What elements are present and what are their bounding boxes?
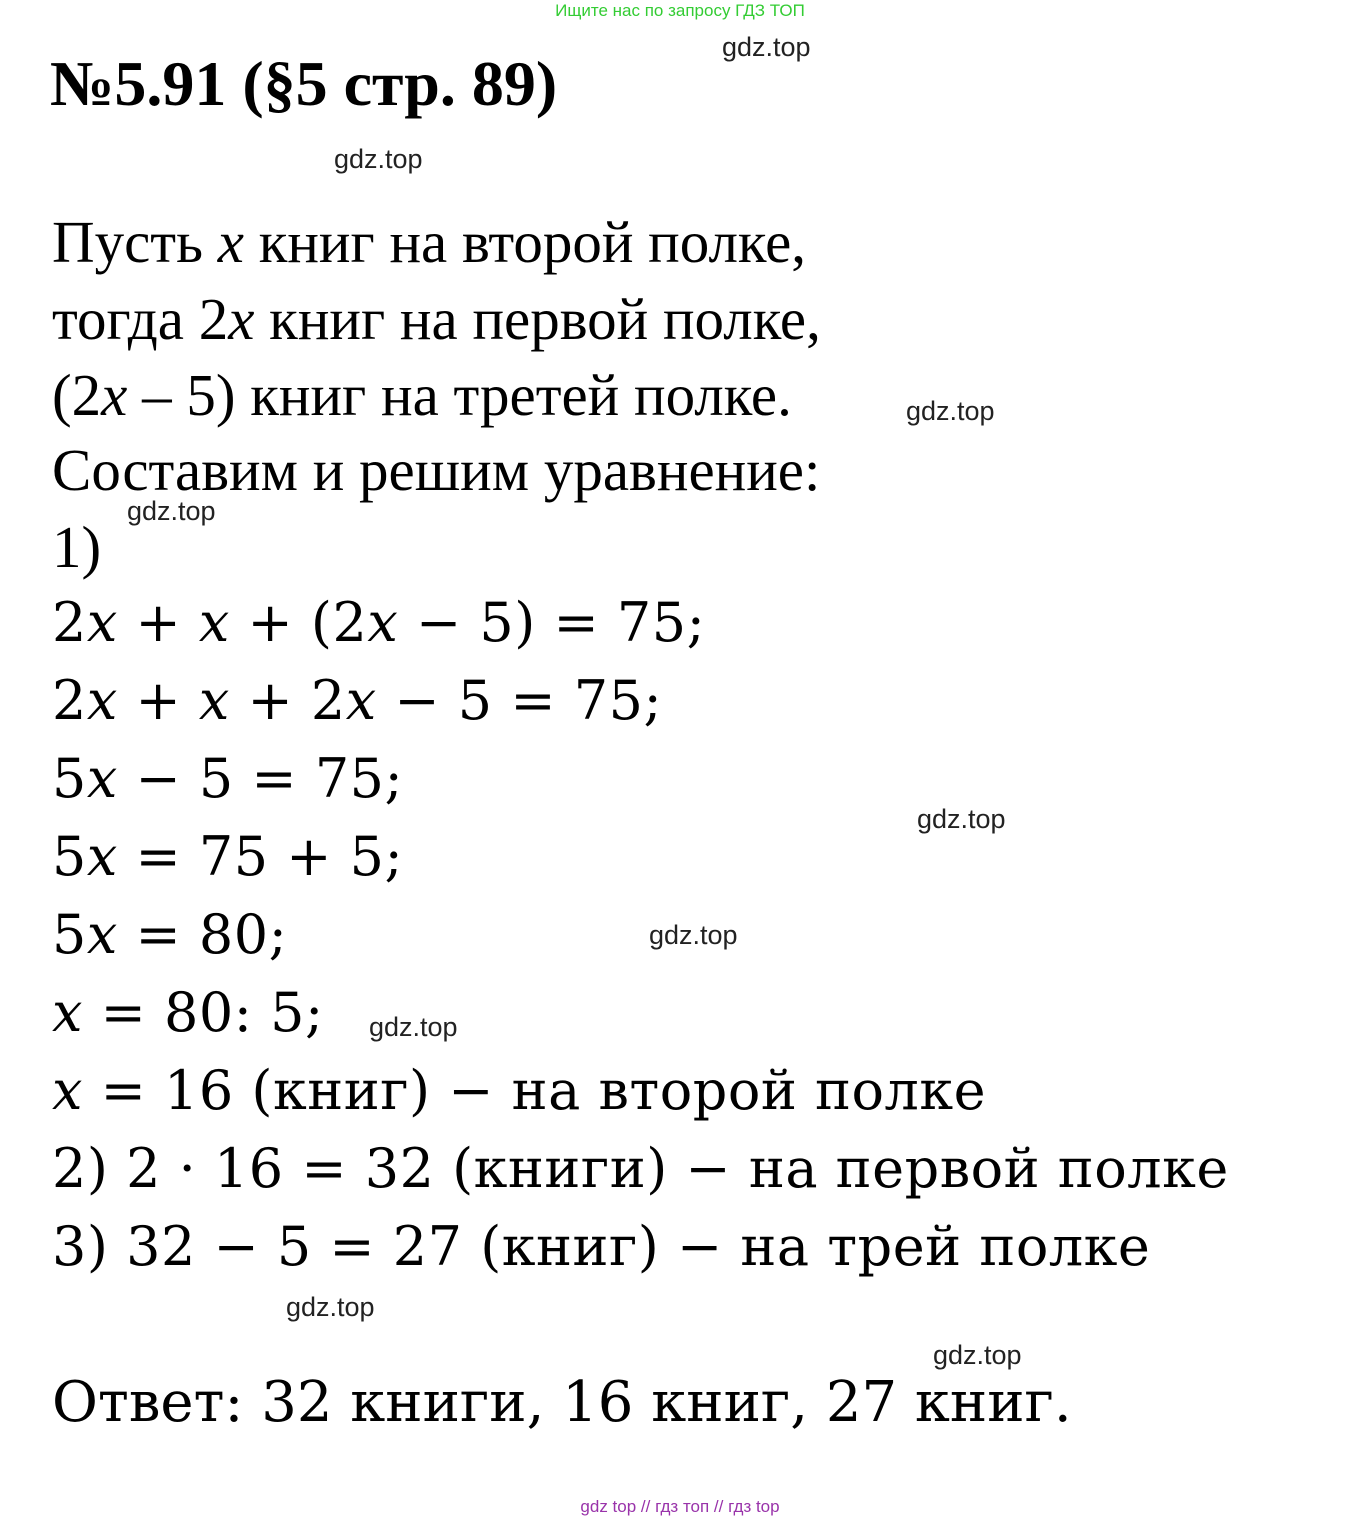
watermark: gdz.top: [334, 144, 423, 174]
watermark: gdz.top: [933, 1340, 1022, 1370]
equation-line: 2𝑥 + 𝑥 + 2𝑥 − 5 = 75;: [52, 669, 663, 732]
watermark: gdz.top: [127, 496, 216, 526]
problem-title: №5.91 (§5 стр. 89): [50, 48, 558, 119]
watermark: gdz.top: [649, 920, 738, 950]
watermark: gdz.top: [286, 1292, 375, 1322]
watermark: gdz.top: [917, 804, 1006, 834]
answer-line: Ответ: 32 книги, 16 книг, 27 книг.: [52, 1370, 1072, 1435]
equation-line: 2𝑥 + 𝑥 + (2𝑥 − 5) = 75;: [52, 591, 706, 654]
step-2-line: 2) 2 · 16 = 32 (книги) − на первой полке: [52, 1137, 1229, 1200]
equation-line: 5𝑥 = 75 + 5;: [52, 825, 404, 888]
equation-line: 𝑥 = 80: 5;: [52, 981, 324, 1044]
intro-line-2: тогда 2x книг на первой полке,: [52, 286, 821, 352]
intro-line-3: (2x – 5) книг на третей полке.: [52, 362, 792, 428]
watermark: gdz.top: [369, 1012, 458, 1042]
intro-line-1: Пусть x книг на второй полке,: [52, 209, 807, 275]
intro-line-4: Составим и решим уравнение:: [52, 437, 821, 503]
footer-text: gdz top // гдз топ // гдз top: [580, 1497, 780, 1516]
search-banner: Ищите нас по запросу ГДЗ ТОП: [555, 1, 805, 20]
equation-line: 𝑥 = 16 (книг) − на второй полке: [52, 1059, 987, 1122]
watermark: gdz.top: [722, 32, 811, 62]
step-1-label: 1): [52, 514, 102, 580]
equation-line: 5𝑥 = 80;: [52, 903, 288, 966]
step-3-line: 3) 32 − 5 = 27 (книг) − на трей полке: [52, 1215, 1151, 1278]
equation-line: 5𝑥 − 5 = 75;: [52, 747, 404, 810]
watermark: gdz.top: [906, 396, 995, 426]
